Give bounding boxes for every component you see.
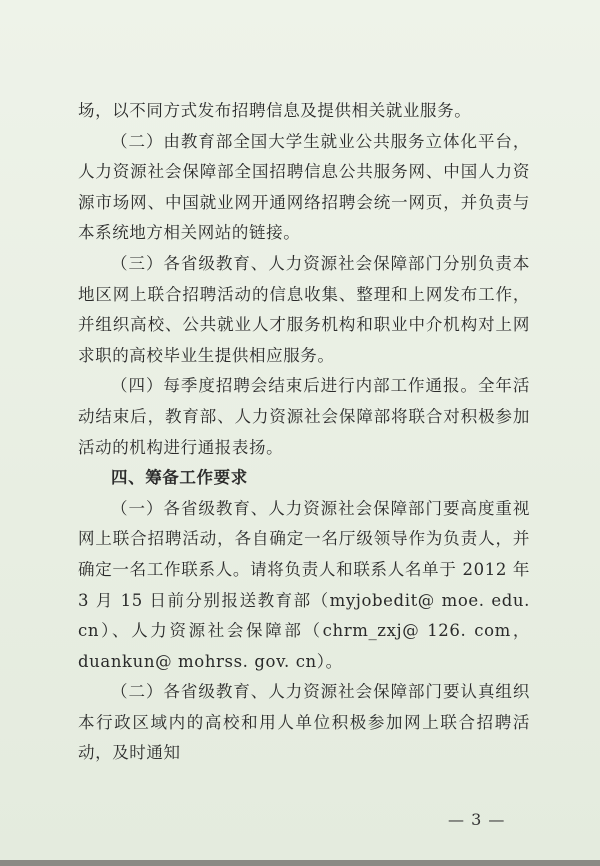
scan-bottom-edge [0, 860, 600, 866]
paragraph-requirement-1: （一）各省级教育、人力资源社会保障部门要高度重视网上联合招聘活动，各自确定一名厅级领导作为负责人，并确定一名工作联系人。请将负责人和联系人名单于 2012 年 3 月 15 日前分别报送教育部（myjobedit@ moe. edu. cn）、人力资源社会保障部（chrm_zxj@ 126. com，duankun@ mohrss. gov. cn）。 [78, 498, 530, 671]
paragraph-continuation: 场，以不同方式发布招聘信息及提供相关就业服务。 [78, 101, 472, 120]
section-heading: 四、筹备工作要求 [111, 468, 248, 488]
document-body [78, 96, 530, 769]
page-number: — 3 — [448, 810, 506, 829]
paragraph-item-3: （三）各省级教育、人力资源社会保障部门分别负责本地区网上联合招聘活动的信息收集、整理和上网发布工作，并组织高校、公共就业人才服务机构和职业中介机构对上网求职的高校毕业生提供相应服务。 [78, 253, 530, 365]
paragraph-item-4: （四）每季度招聘会结束后进行内部工作通报。全年活动结束后，教育部、人力资源社会保障部将联合对积极参加活动的机构进行通报表扬。 [78, 376, 530, 457]
paragraph-requirement-2: （二）各省级教育、人力资源社会保障部门要认真组织本行政区域内的高校和用人单位积极参加网上联合招聘活动，及时通知 [78, 682, 530, 763]
paragraph-item-2: （二）由教育部全国大学生就业公共服务立体化平台，人力资源社会保障部全国招聘信息公共服务网、中国人力资源市场网、中国就业网开通网络招聘会统一网页，并负责与本系统地方相关网站的链接。 [78, 131, 530, 243]
